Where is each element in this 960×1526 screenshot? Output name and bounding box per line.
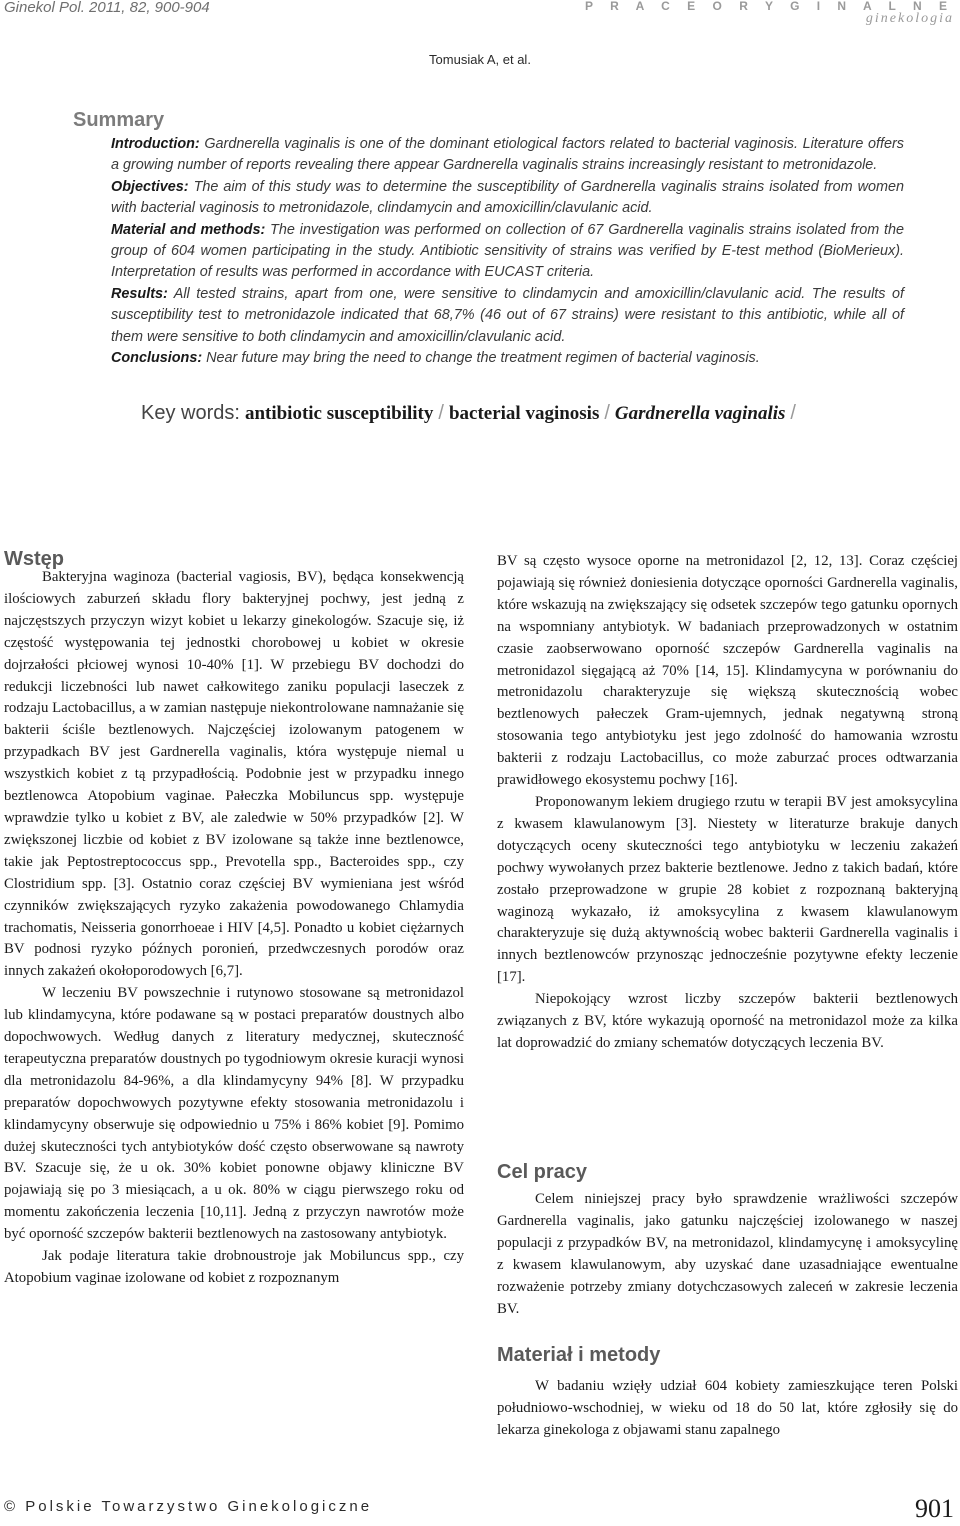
section-sublabel: ginekologia xyxy=(865,11,954,26)
cel-pracy-body xyxy=(497,1189,958,1320)
section-header xyxy=(585,0,954,27)
paragraph: Celem niniejszej pracy było sprawdzenie wrażliwości szczepów Gardnerella vaginalis, jako gatunku najczęściej izolowanego w naszej populacji z przypadków BV, na metronidazol, klindamycynę i amoksycylinę z kwasem klawulanowym, aby uzyskać dane uzasadniające ewentualne rozważenie potrzeby zmiany dotychczasowych zaleceń w zakresie leczenia BV. xyxy=(497,1191,958,1317)
paragraph: W badaniu wzięły udział 604 kobiety zamieszkujące teren Polski południowo-wschodniej, w wieku od 18 do 50 lat, które zgłosiły się do lekarza ginekologa z objawami stanu zapalnego xyxy=(497,1378,958,1438)
summary-conclusions xyxy=(111,348,904,369)
conclusions-label: Conclusions: xyxy=(111,350,203,367)
keyword-separator: / xyxy=(604,402,610,424)
page-number: 901 xyxy=(915,1494,954,1523)
intro-label: Introduction: xyxy=(111,136,200,152)
keyword-1: antibiotic susceptibility xyxy=(244,403,434,424)
summary-methods xyxy=(111,220,904,284)
keyword-3: Gardnerella vaginalis xyxy=(614,403,786,424)
methods-text: The investigation was performed on collection of 67 Gardnerella vaginalis strains isolated from the group of 604 women participating in the study. Antibiotic sensitivity of strains was verified by E-test method (BioMerieux). Interpretation of results was performed in accordance with EUCAST criteria. xyxy=(111,221,905,281)
keyword-separator: / xyxy=(790,402,796,424)
paragraph: Proponowanym lekiem drugiego rzutu w terapii BV jest amoksycylina z kwasem klawulanowym [3]. Niestety w literaturze brakuje danych dotyczących oceny skuteczności tego antybiotyku w leczeniu zakażeń pochwy wywołanych przez bakterie beztlenowe. Jedno z takich badań, które zostało przeprowadzone w grupie 28 kobiet z rozpoznaną bakteryjną waginozą wykazało, iż amoksycylina z kwasem klawulanowym charakteryzuje się dużą aktywnością wobec bakterii Gardnerella vaginalis i innych beztlenowców przynosząc jednocześnie pozytywne efekty leczenie [17]. xyxy=(497,793,958,986)
paragraph: Niepokojący wzrost liczby szczepów bakterii beztlenowych związanych z BV, które wykazują oporność na metronidazol może za kilka lat doprowadzić do zmiany schematów dotyczących leczenia BV. xyxy=(497,991,958,1051)
keyword-separator: / xyxy=(438,402,444,424)
running-authors: Tomusiak A, et al. xyxy=(429,52,531,67)
right-column xyxy=(497,551,958,1055)
keyword-2: bacterial vaginosis xyxy=(448,403,600,424)
keywords-label: Key words: xyxy=(141,402,240,424)
results-label: Results: xyxy=(111,285,168,302)
journal-citation: Ginekol Pol. 2011, 82, 900-904 xyxy=(4,0,210,16)
summary-introduction xyxy=(111,134,904,177)
paragraph: W leczeniu BV powszechnie i rutynowo stosowane są metronidazol lub klindamycyna, które podawane są w postaci preparatów doustnych albo dopochwowych. Według danych z literatury medycznej, skuteczność terapeutyczna preparatów doustnych po tygodniowym okresie kuracji wynosi dla metronidazolu 84-96%, a dla klindamycyny 94% [8]. W przypadku preparatów dopochwowych pozytywne efekty stosowania metronidazolu i klindamycyny obserwuje się odpowiednio u 75% i 86% kobiet [9]. Pomimo dużej skuteczności tych antybiotyków dość często obserwowane są nawroty BV. Szacuje się, że u ok. 30% kobiet ponowne objawy kliniczne BV pojawiają się po 3 miesiącach, a u ok. 80% w ciągu pierwszego roku od momentu zakończenia leczenia [10,11]. Jedną z przyczyn nawrotów może być oporność szczepów bakterii beztlenowych na zastosowany antybiotyk. xyxy=(4,985,464,1243)
results-text: All tested strains, apart from one, were sensitive to clindamycin and amoxicillin/clavulanic acid. The results of susceptibility test to metronidazole indicated that 68,7% (46 out of 67 strains) were resistant to this antibiotic, while all of them were sensitive to both clindamycin and amoxicillin/clavulanic acid. xyxy=(111,285,904,345)
conclusions-text: Near future may bring the need to change the treatment regimen of bacterial vaginosis. xyxy=(202,350,760,367)
intro-text: Gardnerella vaginalis is one of the dominant etiological factors related to bacterial vaginosis. Literature offers a growing number of reports revealing there appear Gardnerella vaginalis strains increasingly resistant to metronidazole. xyxy=(111,136,904,174)
methods-label: Material and methods: xyxy=(111,221,266,238)
summary-objectives xyxy=(111,177,904,220)
section-label: P R A C E O R Y G I N A L N E xyxy=(584,0,954,13)
left-column xyxy=(4,567,464,1290)
footer-organization: © Polskie Towarzystwo Ginekologiczne xyxy=(4,1498,373,1515)
paragraph: Jak podaje literatura takie drobnoustroje jak Mobiluncus spp., czy Atopobium vaginae izolowane od kobiet z rozpoznanym xyxy=(4,1248,464,1286)
summary-title: Summary xyxy=(73,109,165,131)
heading-cel-pracy: Cel pracy xyxy=(497,1161,588,1183)
keywords-line xyxy=(141,402,796,425)
heading-material-i-metody: Materiał i metody xyxy=(497,1344,661,1366)
objectives-text: The aim of this study was to determine the susceptibility of Gardnerella vaginalis strains isolated from women with bacterial vaginosis to metronidazole, clindamycin and amoxicillin/clavulanic acid. xyxy=(111,178,904,217)
summary-block xyxy=(111,134,904,369)
paragraph: Bakteryjna waginoza (bacterial vagiosis, BV), będąca konsekwencją ilościowych zaburzeń składu flory bakteryjnej pochwy, jest jedną z najczęstszych przyczyn wizyt kobiet u lekarzy ginekologów. Szacuje się, iż częstość występowania tej jednostki chorobowej u kobiet w okresie dojrzałości płciowej wynosi 10-40% [1]. W przebiegu BV dochodzi do redukcji liczebności lub nawet całkowitego zaniku populacji laseczek z rodzaju Lactobacillus, a w zamian następuje niekontrolowane namnażanie się bakterii ściśle beztlenowych. Najczęściej izolowanym patogenem w przypadkach BV jest Gardnerella vaginalis, która występuje niemal u wszystkich kobiet z tą przypadłością. Podobnie jest w przypadku innego beztlenowca Atopobium vaginae. Pałeczka Mobiluncus spp. występuje wprawdzie tylko u kobiet z BV, ale zaledwie w 50% przypadków [2]. W zwiększonej liczbie od kobiet z BV izolowane są także inne beztlenowce, takie jak Peptostreptococcus spp., Prevotella spp., Bacteroides spp., czy Clostridium spp. [3]. Ostatnio coraz częściej BV wymieniana jest wśród czynników zwiększających ryzyko zakażenia powodowanego Chlamydia trachomatis, Neisseria gonorrhoeae i HIV [4,5]. Ponadto u kobiet ciężarnych BV podnosi ryzyko późnych poronień, przedwczesnych porodów oraz innych zakażeń okołoporodowych [6,7]. xyxy=(4,569,464,980)
material-body xyxy=(497,1376,958,1442)
objectives-label: Objectives: xyxy=(111,178,189,195)
paragraph: BV są często wysoce oporne na metronidazol [2, 12, 13]. Coraz częściej pojawiają się również doniesienia dotyczące oporności Gardnerella vaginalis, które wskazują na zwiększający się odsetek szczepów tego gatunku opornych na wspomniany antybiotyk. W badaniach przeprowadzonych w ostatnim czasie zaobserwowano oporność szczepów Gardnerella vaginalis na metronidazol sięgającą aż 70% [14, 15]. Klindamycyna w porównaniu do metronidazolu charakteryzuje się większą skutecznością wobec beztlenowych pałeczek Gram-ujemnych, jednak negatywną stroną stosowania tego antybiotyku jest jego zdolność do hamowania wzrostu bakterii z rodzaju Lactobacillus, co może zaburzać proces odtwarzania prawidłowego ekosystemu pochwy [16]. xyxy=(497,553,958,789)
summary-results xyxy=(111,284,904,348)
heading-wstep: Wstęp xyxy=(4,548,64,570)
